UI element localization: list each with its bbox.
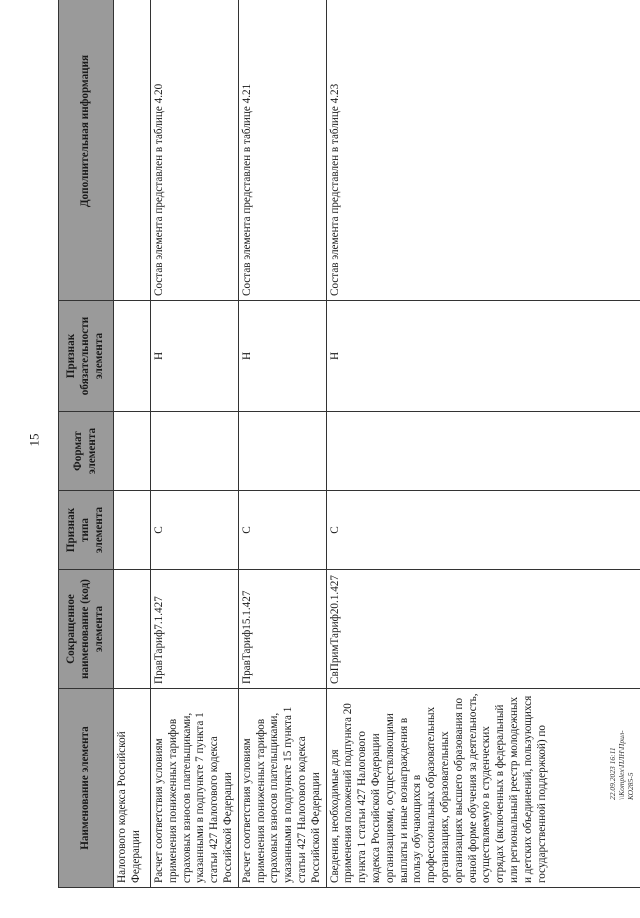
header-required-flag: Признак обязательности элемента <box>59 301 114 412</box>
page-number: 15 <box>26 433 42 447</box>
cell-required: Н <box>151 301 239 412</box>
table-header-row <box>59 0 114 888</box>
table-row <box>238 0 326 888</box>
cell-type: С <box>151 491 239 570</box>
cell-info: Состав элемента представлен в таблице 4.23 <box>326 0 640 301</box>
cell-name: Налогового кодекса Российской Федерации <box>114 689 151 888</box>
cell-name: Сведения, необходимые для применения положений подпункта 20 пункта 1 статьи 427 Налогового кодекса Российской Федерации организациями, осуществляющими выплаты и иные вознаграждения в пользу обучающихся в профессиональных образовательных организациях, образовательных организациях высшего образования по очной форме обучения за деятельность, осуществляемую в студенческих отрядах (включенных в федеральный или региональный реестр молодежных и детских объединений, пользующихся государственной поддержкой) по <box>326 689 640 888</box>
footer-timestamp: 22.09.2023 16:11 <box>608 747 617 800</box>
cell-info: Состав элемента представлен в таблице 4.20 <box>151 0 239 301</box>
cell-required: Н <box>326 301 640 412</box>
header-element-name: Наименование элемента <box>59 689 114 888</box>
cell-name: Расчет соответствия условиям применения пониженных тарифов страховых взносов плательщиками, указанными в подпункте 7 пункта 1 статьи 427 Налогового кодекса Российской Федерации <box>151 689 239 888</box>
cell-required: Н <box>238 301 326 412</box>
cell-format <box>151 412 239 491</box>
cell-type <box>114 491 151 570</box>
header-element-type: Признак типа элемента <box>59 491 114 570</box>
table-row <box>326 0 640 888</box>
cell-type: С <box>326 491 640 570</box>
table-row <box>151 0 239 888</box>
cell-code: СвПримТариф20.1.427 <box>326 570 640 689</box>
cell-type: С <box>238 491 326 570</box>
document-footer <box>608 730 635 800</box>
header-element-format: Формат элемента <box>59 412 114 491</box>
cell-code: ПравТариф15.1.427 <box>238 570 326 689</box>
header-additional-info: Дополнительная информация <box>59 0 114 301</box>
cell-info: Состав элемента представлен в таблице 4.21 <box>238 0 326 301</box>
header-short-code: Сокращенное наименование (код) элемента <box>59 570 114 689</box>
elements-table <box>58 0 640 888</box>
cell-code <box>114 570 151 689</box>
table-row <box>114 0 151 888</box>
cell-format <box>114 412 151 491</box>
footer-file-path: \\Komplex\ПЛН\Прил-КО285-5 <box>617 730 635 800</box>
cell-format <box>238 412 326 491</box>
cell-format <box>326 412 640 491</box>
cell-name: Расчет соответствия условиям применения пониженных тарифов страховых взносов плательщиками, указанными в подпункте 15 пункта 1 статьи 427 Налогового кодекса Российской Федерации <box>238 689 326 888</box>
cell-info <box>114 0 151 301</box>
cell-code: ПравТариф7.1.427 <box>151 570 239 689</box>
rotated-table-container <box>58 16 610 888</box>
cell-required <box>114 301 151 412</box>
